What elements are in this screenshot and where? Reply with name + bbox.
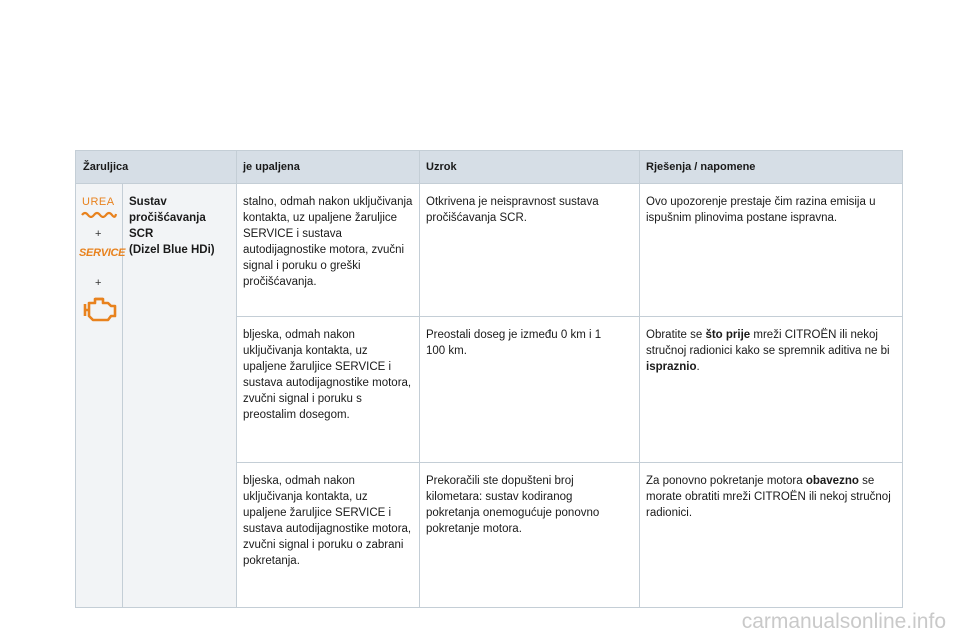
watermark: carmanualsonline.info — [741, 610, 946, 633]
engine-icon — [81, 294, 119, 324]
row-divider — [236, 462, 902, 463]
row-2-solution: Obratite se što prije mreži CITROËN ili nekoj stručnoj radionici kako se spremnik aditiva ne bi ispraznio. — [646, 329, 890, 373]
header-solution: Rješenja / napomene — [646, 161, 756, 173]
plus-sign: + — [95, 277, 102, 289]
urea-icon: UREA — [81, 196, 117, 218]
header-lamp: Žaruljica — [83, 161, 129, 173]
row-1-cause: Otkrivena je neispravnost sustava pročišćavanja SCR. — [426, 196, 599, 224]
row-3-solution: Za ponovno pokretanje motora obavezno se morate obratiti mreži CITROËN ili nekoj stručnoj radionici. — [646, 475, 891, 519]
warning-lamp-table — [75, 150, 903, 608]
row-1-state: stalno, odmah nakon uključivanja kontakta, uz upaljene žaruljice SERVICE i sustava autodijagnostike motora, zvučni signal i poruku o greški pročišćavanja. — [243, 196, 413, 288]
header-cause: Uzrok — [426, 161, 457, 173]
divider — [236, 151, 237, 607]
row-3-state: bljeska, odmah nakon uključivanja kontakta, uz upaljene žaruljice SERVICE i sustava autodijagnostike motora, zvučni signal i poruku o zabrani pokretanja. — [243, 475, 412, 567]
plus-sign: + — [95, 228, 102, 240]
header-state: je upaljena — [243, 161, 300, 173]
divider — [639, 151, 640, 607]
row-2-cause: Preostali doseg je između 0 km i 1 100 km. — [426, 329, 602, 357]
table-header — [76, 151, 902, 184]
row-divider — [236, 316, 902, 317]
row-2-state: bljeska, odmah nakon uključivanja kontakta, uz upaljene žaruljice SERVICE i sustava autodijagnostike motora, zvučni signal i poruku s preostalim dosegom. — [243, 329, 412, 421]
divider — [419, 151, 420, 607]
row-3-cause: Prekoračili ste dopušteni broj kilometara: sustav kodiranog pokretanja onemogućuje ponovno pokretanje motora. — [426, 475, 600, 535]
row-1-solution: Ovo upozorenje prestaje čim razina emisija u ispušnim plinovima postane ispravna. — [646, 196, 876, 224]
lamp-name: Sustav pročišćavanja SCR (Dizel Blue HDi) — [129, 196, 215, 256]
service-icon: SERVICE — [79, 247, 126, 259]
